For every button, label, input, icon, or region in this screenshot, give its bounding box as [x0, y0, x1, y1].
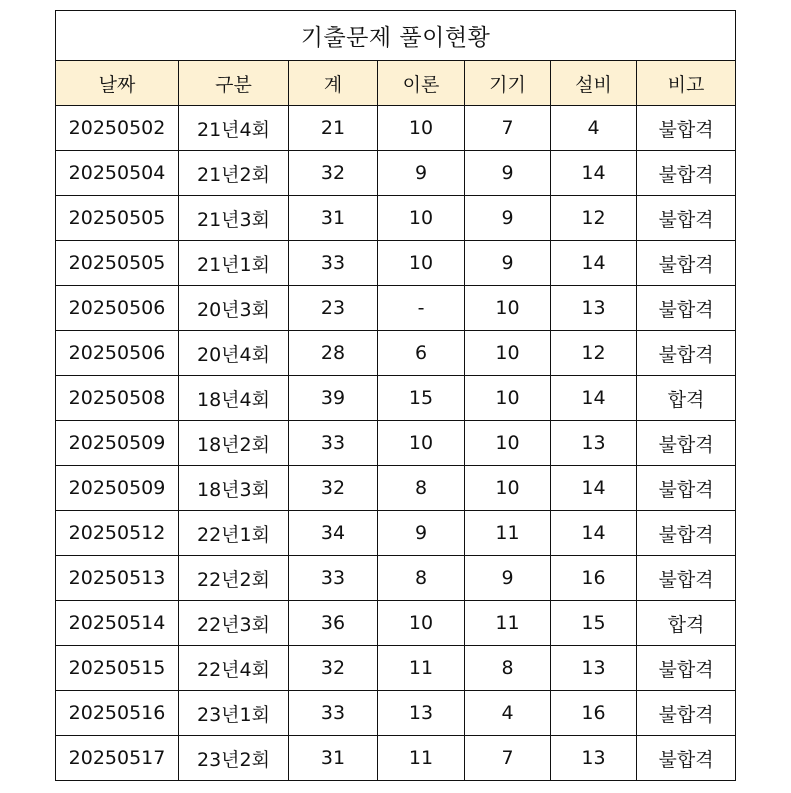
table-row — [56, 196, 736, 241]
cell-theory: 11 — [378, 736, 465, 781]
cell-facility: 15 — [551, 601, 637, 646]
table-row — [56, 466, 736, 511]
cell-equipment: 10 — [465, 421, 551, 466]
cell-theory: 10 — [378, 421, 465, 466]
cell-facility: 13 — [551, 421, 637, 466]
cell-category: 18년2회 — [179, 421, 289, 466]
cell-equipment: 11 — [465, 601, 551, 646]
cell-total: 32 — [289, 646, 378, 691]
table-row — [56, 646, 736, 691]
cell-facility: 16 — [551, 691, 637, 736]
column-header-facility: 설비 — [551, 61, 637, 106]
cell-date: 20250517 — [56, 736, 179, 781]
cell-remarks: 불합격 — [637, 736, 736, 781]
table-row — [56, 691, 736, 736]
table-row — [56, 151, 736, 196]
cell-remarks: 불합격 — [637, 196, 736, 241]
cell-facility: 14 — [551, 511, 637, 556]
cell-date: 20250502 — [56, 106, 179, 151]
table-row — [56, 106, 736, 151]
cell-equipment: 9 — [465, 196, 551, 241]
cell-remarks: 불합격 — [637, 151, 736, 196]
cell-equipment: 9 — [465, 241, 551, 286]
cell-remarks: 불합격 — [637, 691, 736, 736]
cell-theory: 9 — [378, 511, 465, 556]
column-header-theory: 이론 — [378, 61, 465, 106]
table-row — [56, 736, 736, 781]
cell-facility: 14 — [551, 151, 637, 196]
cell-category: 21년1회 — [179, 241, 289, 286]
cell-total: 32 — [289, 151, 378, 196]
cell-category: 18년3회 — [179, 466, 289, 511]
cell-category: 21년2회 — [179, 151, 289, 196]
cell-remarks: 불합격 — [637, 241, 736, 286]
cell-date: 20250506 — [56, 286, 179, 331]
column-header-equipment: 기기 — [465, 61, 551, 106]
table-row — [56, 331, 736, 376]
table-title: 기출문제 풀이현황 — [56, 11, 736, 61]
table-row — [56, 241, 736, 286]
cell-total: 33 — [289, 241, 378, 286]
table-body — [56, 106, 736, 781]
cell-total: 31 — [289, 736, 378, 781]
cell-date: 20250513 — [56, 556, 179, 601]
cell-date: 20250514 — [56, 601, 179, 646]
cell-facility: 13 — [551, 736, 637, 781]
cell-facility: 13 — [551, 286, 637, 331]
table-row — [56, 286, 736, 331]
cell-equipment: 9 — [465, 556, 551, 601]
cell-date: 20250509 — [56, 466, 179, 511]
cell-equipment: 7 — [465, 736, 551, 781]
cell-date: 20250515 — [56, 646, 179, 691]
cell-date: 20250512 — [56, 511, 179, 556]
cell-equipment: 10 — [465, 466, 551, 511]
cell-category: 21년3회 — [179, 196, 289, 241]
cell-total: 23 — [289, 286, 378, 331]
cell-remarks: 합격 — [637, 376, 736, 421]
cell-category: 18년4회 — [179, 376, 289, 421]
cell-facility: 14 — [551, 466, 637, 511]
cell-facility: 4 — [551, 106, 637, 151]
cell-date: 20250505 — [56, 241, 179, 286]
cell-theory: 10 — [378, 196, 465, 241]
cell-theory: 8 — [378, 466, 465, 511]
cell-remarks: 불합격 — [637, 331, 736, 376]
cell-category: 20년4회 — [179, 331, 289, 376]
cell-equipment: 4 — [465, 691, 551, 736]
cell-date: 20250506 — [56, 331, 179, 376]
cell-theory: 6 — [378, 331, 465, 376]
cell-equipment: 10 — [465, 286, 551, 331]
column-header-remarks: 비고 — [637, 61, 736, 106]
cell-facility: 16 — [551, 556, 637, 601]
table-row — [56, 511, 736, 556]
cell-theory: 10 — [378, 241, 465, 286]
cell-category: 22년2회 — [179, 556, 289, 601]
exam-progress-table — [55, 10, 736, 781]
cell-remarks: 합격 — [637, 601, 736, 646]
cell-equipment: 7 — [465, 106, 551, 151]
cell-total: 34 — [289, 511, 378, 556]
cell-theory: 10 — [378, 601, 465, 646]
cell-date: 20250508 — [56, 376, 179, 421]
cell-equipment: 11 — [465, 511, 551, 556]
cell-equipment: 10 — [465, 331, 551, 376]
cell-category: 22년3회 — [179, 601, 289, 646]
header-row — [56, 61, 736, 106]
cell-facility: 13 — [551, 646, 637, 691]
table-row — [56, 376, 736, 421]
cell-category: 22년1회 — [179, 511, 289, 556]
cell-total: 39 — [289, 376, 378, 421]
cell-facility: 12 — [551, 196, 637, 241]
cell-date: 20250504 — [56, 151, 179, 196]
cell-remarks: 불합격 — [637, 466, 736, 511]
cell-total: 36 — [289, 601, 378, 646]
cell-theory: 9 — [378, 151, 465, 196]
cell-total: 33 — [289, 691, 378, 736]
cell-total: 31 — [289, 196, 378, 241]
cell-remarks: 불합격 — [637, 646, 736, 691]
table-row — [56, 601, 736, 646]
cell-remarks: 불합격 — [637, 286, 736, 331]
cell-theory: 13 — [378, 691, 465, 736]
cell-category: 22년4회 — [179, 646, 289, 691]
cell-facility: 14 — [551, 376, 637, 421]
cell-category: 23년1회 — [179, 691, 289, 736]
cell-remarks: 불합격 — [637, 106, 736, 151]
table-row — [56, 556, 736, 601]
cell-theory: 10 — [378, 106, 465, 151]
cell-date: 20250505 — [56, 196, 179, 241]
cell-theory: 8 — [378, 556, 465, 601]
cell-equipment: 10 — [465, 376, 551, 421]
cell-category: 23년2회 — [179, 736, 289, 781]
column-header-category: 구분 — [179, 61, 289, 106]
cell-theory: 11 — [378, 646, 465, 691]
cell-total: 33 — [289, 421, 378, 466]
cell-equipment: 9 — [465, 151, 551, 196]
cell-theory: 15 — [378, 376, 465, 421]
cell-facility: 14 — [551, 241, 637, 286]
cell-date: 20250516 — [56, 691, 179, 736]
cell-remarks: 불합격 — [637, 421, 736, 466]
cell-facility: 12 — [551, 331, 637, 376]
column-header-date: 날짜 — [56, 61, 179, 106]
cell-total: 32 — [289, 466, 378, 511]
column-header-total: 계 — [289, 61, 378, 106]
cell-total: 33 — [289, 556, 378, 601]
cell-remarks: 불합격 — [637, 556, 736, 601]
cell-total: 21 — [289, 106, 378, 151]
cell-theory: - — [378, 286, 465, 331]
cell-equipment: 8 — [465, 646, 551, 691]
cell-remarks: 불합격 — [637, 511, 736, 556]
cell-category: 21년4회 — [179, 106, 289, 151]
cell-total: 28 — [289, 331, 378, 376]
cell-category: 20년3회 — [179, 286, 289, 331]
cell-date: 20250509 — [56, 421, 179, 466]
table-row — [56, 421, 736, 466]
